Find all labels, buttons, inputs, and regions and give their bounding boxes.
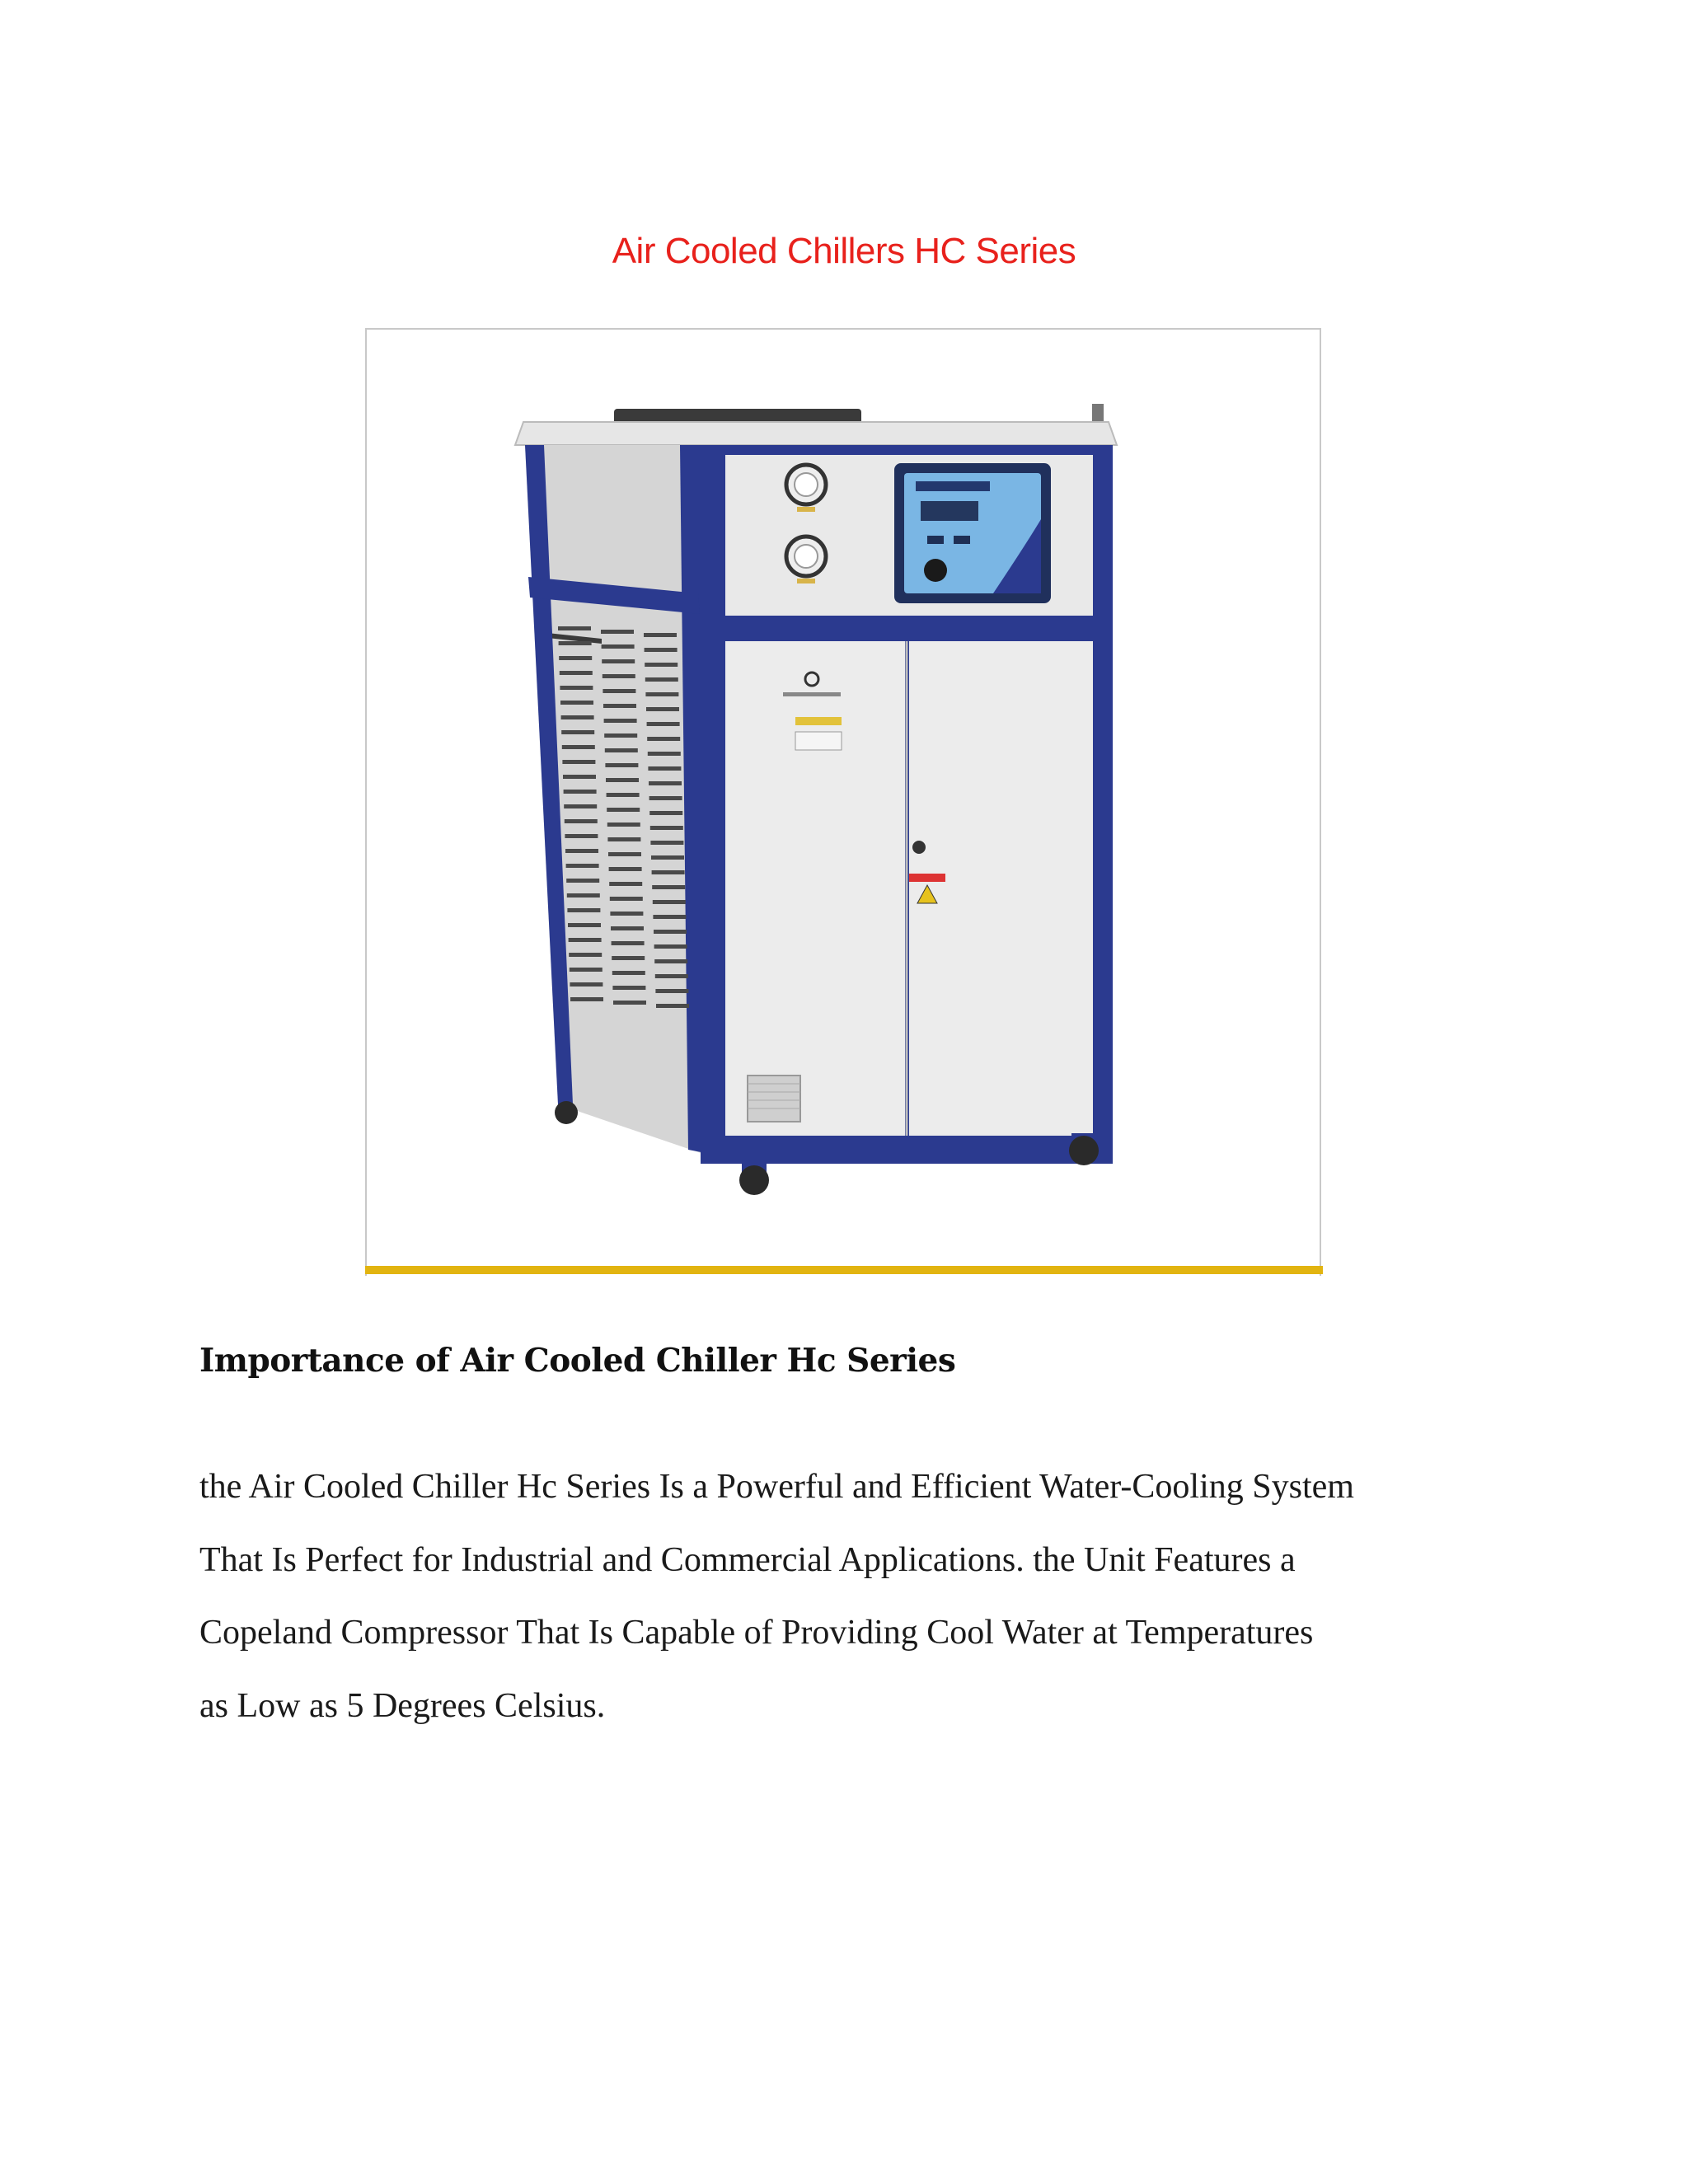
vent-slot [654, 959, 687, 963]
vent-slot [647, 722, 680, 726]
vent-slot [566, 879, 599, 883]
vent-slot [567, 893, 600, 898]
paragraph-line: Copeland Compressor That Is Capable of Providing Cool Water at Temperatures [199, 1614, 1314, 1652]
section-heading: Importance of Air Cooled Chiller Hc Series [199, 1342, 956, 1380]
vent-slot [603, 674, 635, 678]
image-accent-bar [365, 1266, 1323, 1274]
body-paragraph [199, 1451, 1535, 1742]
vent-slot [652, 870, 685, 874]
vent-slot [606, 778, 639, 782]
vent-slot [565, 834, 598, 838]
vent-slot [568, 923, 601, 927]
vent-slot [611, 926, 644, 930]
vent-slot [610, 912, 643, 916]
vent-slot [607, 823, 640, 827]
vent-slot [570, 997, 603, 1001]
vent-slot [559, 641, 592, 645]
chiller-unit-icon [367, 330, 1321, 1276]
vent-slot [648, 766, 681, 771]
vent-slot [605, 748, 638, 752]
vent-slot [602, 644, 635, 649]
vent-slot [650, 826, 683, 830]
vent-slot [655, 974, 688, 978]
vent-slot [646, 707, 679, 711]
vent-slot [565, 849, 598, 853]
vent-slot [561, 730, 594, 734]
vent-slot [649, 796, 682, 800]
paragraph-line: the Air Cooled Chiller Hc Series Is a Powerful and Efficient Water-Cooling System [199, 1468, 1354, 1506]
vent-slot [560, 701, 593, 705]
vent-slot [650, 841, 683, 845]
vent-slot [653, 900, 686, 904]
vent-slot [645, 677, 678, 682]
vent-slot [602, 659, 635, 663]
vent-slot [560, 686, 593, 690]
vent-slot [613, 1001, 646, 1005]
vent-slot [562, 745, 595, 749]
vent-slot [603, 689, 635, 693]
vent-slot [654, 944, 687, 949]
vent-slot [567, 908, 600, 912]
vent-slot [655, 989, 688, 993]
vent-slot [612, 986, 645, 990]
product-image-frame [365, 328, 1321, 1276]
vent-slot [569, 938, 602, 942]
vent-slot [570, 982, 603, 987]
vent-slot [647, 737, 680, 741]
vent-slot [649, 811, 682, 815]
vent-slot [649, 781, 682, 785]
vent-slot [644, 633, 677, 637]
vent-slot [652, 885, 685, 889]
paragraph-line: That Is Perfect for Industrial and Commercial Applications. the Unit Features a [199, 1540, 1296, 1579]
vent-slot [654, 930, 687, 934]
vent-slot [564, 790, 597, 794]
vent-slot [561, 715, 594, 719]
vent-slot [604, 733, 637, 738]
vent-slot [607, 793, 640, 797]
vent-slot [565, 819, 598, 823]
vent-slot [648, 752, 681, 756]
vent-slot [609, 882, 642, 886]
vent-slot [653, 915, 686, 919]
vent-slot [612, 956, 645, 960]
vent-slot [610, 897, 643, 901]
vent-slot [603, 704, 636, 708]
paragraph-line: as Low as 5 Degrees Celsius. [199, 1686, 606, 1725]
vent-slot [656, 1004, 689, 1008]
vent-slot [607, 837, 640, 841]
vent-slot [559, 656, 592, 660]
vent-slot [645, 648, 678, 652]
vent-slot [563, 775, 596, 779]
vent-slot [601, 630, 634, 634]
vent-slot [607, 808, 640, 812]
vent-slot [562, 760, 595, 764]
vent-slot [608, 852, 641, 856]
vent-slot [609, 867, 642, 871]
vent-slot [645, 663, 678, 667]
vent-slot [605, 763, 638, 767]
vent-slot [560, 671, 593, 675]
vent-slot [645, 692, 678, 696]
vent-slot [612, 971, 645, 975]
vent-slot [651, 855, 684, 860]
vent-slot [566, 864, 599, 868]
vent-slot [558, 626, 591, 630]
vent-slot [604, 719, 637, 723]
document-title: Air Cooled Chillers HC Series [612, 231, 1076, 271]
vent-slot [612, 941, 645, 945]
vent-slot [570, 968, 603, 972]
vent-slot [564, 804, 597, 808]
vent-slot [569, 953, 602, 957]
